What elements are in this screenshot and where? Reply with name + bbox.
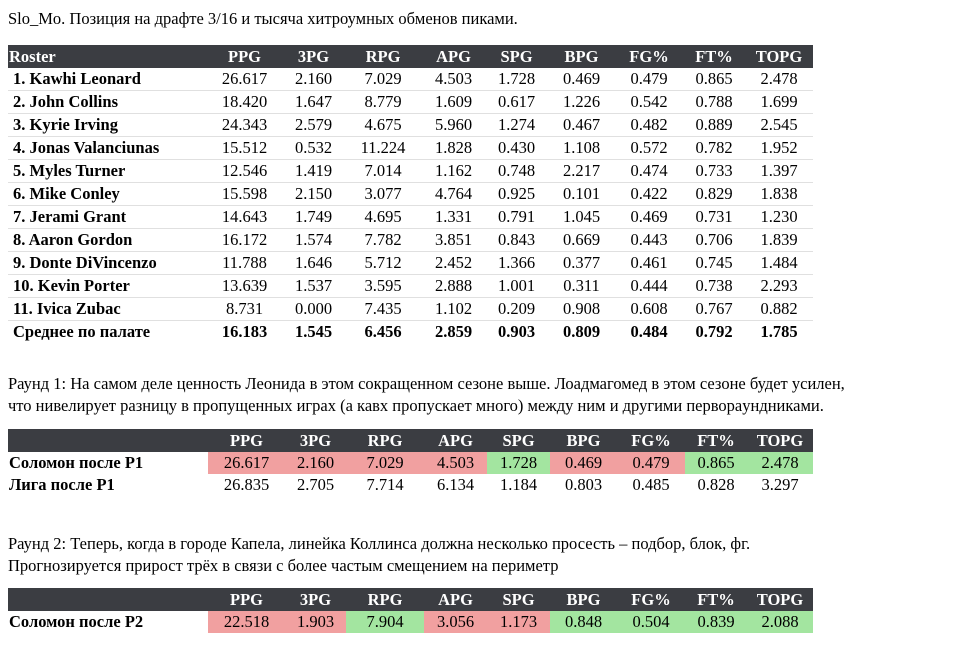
stat-cell-fgpct: 0.422 — [615, 183, 683, 206]
table-row — [8, 183, 813, 206]
stat-cell-spg: 1.366 — [485, 252, 548, 275]
stat-cell-spg: 1.173 — [487, 611, 550, 633]
average-cell-bpg: 0.809 — [562, 322, 601, 341]
average-cell-fgpct: 0.484 — [630, 322, 668, 341]
stat-cell-apg: 2.452 — [422, 252, 485, 275]
column-header-ftpct: FT% — [683, 45, 745, 68]
stat-cell-ppg: 8.731 — [206, 298, 283, 321]
stat-cell-3pg: 1.749 — [283, 206, 344, 229]
stat-cell-ftpct: 0.738 — [683, 275, 745, 298]
stat-cell-topg: 2.293 — [745, 275, 813, 298]
stat-cell-ftpct: 0.829 — [683, 183, 745, 206]
stat-cell-3pg: 0.000 — [283, 298, 344, 321]
table-row — [8, 206, 813, 229]
table-row — [8, 229, 813, 252]
stat-cell-rpg: 7.714 — [366, 475, 404, 494]
average-row — [8, 321, 813, 344]
stat-cell-rpg: 5.712 — [344, 252, 422, 275]
stat-cell-ftpct: 0.782 — [683, 137, 745, 160]
column-header-rpg: RPG — [346, 429, 424, 452]
table-row — [8, 137, 813, 160]
stat-cell-3pg: 1.647 — [283, 91, 344, 114]
stat-cell-3pg: 2.160 — [283, 68, 344, 91]
stat-cell-ppg: 11.788 — [206, 252, 283, 275]
column-header-ppg: PPG — [206, 45, 283, 68]
stat-cell-rpg: 7.782 — [344, 229, 422, 252]
column-header-bpg: BPG — [550, 588, 617, 611]
player-name: 4. Jonas Valanciunas — [8, 137, 206, 160]
stat-cell-fgpct: 0.608 — [615, 298, 683, 321]
stat-cell-spg: 0.843 — [485, 229, 548, 252]
stat-cell-topg: 3.297 — [761, 475, 799, 494]
row-label: Лига после Р1 — [9, 475, 115, 494]
round2-paragraph-line1: Раунд 2: Теперь, когда в городе Капела, линейка Коллинса должна несколько просесть – подбор, блок, фг. — [8, 534, 751, 553]
column-header-bpg: BPG — [548, 45, 615, 68]
stat-cell-bpg: 0.908 — [548, 298, 615, 321]
stat-cell-ppg: 12.546 — [206, 160, 283, 183]
stat-cell-bpg: 1.226 — [548, 91, 615, 114]
stat-cell-apg: 3.851 — [422, 229, 485, 252]
stat-cell-3pg: 2.705 — [296, 475, 335, 494]
column-header-3pg: 3PG — [283, 45, 344, 68]
column-header-ftpct: FT% — [685, 429, 747, 452]
row-label: Соломон после Р2 — [9, 612, 144, 631]
average-cell-3pg: 1.545 — [294, 322, 333, 341]
stat-cell-apg: 4.503 — [424, 452, 487, 474]
stat-cell-spg: 0.748 — [485, 160, 548, 183]
roster-table — [8, 45, 813, 343]
stat-cell-3pg: 2.579 — [283, 114, 344, 137]
stat-cell-spg: 0.617 — [485, 91, 548, 114]
stat-cell-3pg: 2.150 — [283, 183, 344, 206]
stat-cell-fgpct: 0.461 — [615, 252, 683, 275]
stat-cell-ppg: 18.420 — [206, 91, 283, 114]
stat-cell-3pg: 1.646 — [283, 252, 344, 275]
stat-cell-apg: 1.331 — [422, 206, 485, 229]
stat-cell-bpg: 0.469 — [548, 68, 615, 91]
stat-cell-apg: 5.960 — [422, 114, 485, 137]
stat-cell-bpg: 0.848 — [550, 611, 617, 633]
stat-cell-ftpct: 0.865 — [685, 452, 747, 474]
table-row — [8, 114, 813, 137]
round1-paragraph-line2: что нивелирует разницу в пропущенных играх (а кавх пропускает много) между ним и другими перворaундниками. — [8, 396, 824, 415]
document-title: Slo_Mo. Позиция на драфте 3/16 и тысяча хитроумных обменов пиками. — [8, 9, 518, 28]
stat-cell-topg: 2.478 — [745, 68, 813, 91]
stat-cell-ppg: 13.639 — [206, 275, 283, 298]
column-header-blank — [8, 429, 208, 452]
table-row — [8, 452, 813, 474]
stat-cell-ftpct: 0.889 — [683, 114, 745, 137]
stat-cell-topg: 2.478 — [747, 452, 813, 474]
stat-cell-spg: 0.925 — [485, 183, 548, 206]
stat-cell-ftpct: 0.706 — [683, 229, 745, 252]
stat-cell-rpg: 8.779 — [344, 91, 422, 114]
player-name: 3. Kyrie Irving — [8, 114, 206, 137]
stat-cell-ppg: 15.598 — [206, 183, 283, 206]
stat-cell-topg: 1.839 — [745, 229, 813, 252]
stat-cell-bpg: 0.377 — [548, 252, 615, 275]
round2-header-row — [8, 588, 813, 611]
row-label: Соломон после Р1 — [9, 453, 144, 472]
stat-cell-ftpct: 0.731 — [683, 206, 745, 229]
stat-cell-fgpct: 0.479 — [615, 68, 683, 91]
average-label: Среднее по палате — [13, 322, 151, 341]
stat-cell-topg: 1.838 — [745, 183, 813, 206]
stat-cell-fgpct: 0.474 — [615, 160, 683, 183]
column-header-3pg: 3PG — [285, 588, 346, 611]
stat-cell-ppg: 26.617 — [208, 452, 285, 474]
column-header-fgpct: FG% — [617, 588, 685, 611]
stat-cell-topg: 2.088 — [747, 611, 813, 633]
stat-cell-bpg: 0.469 — [550, 452, 617, 474]
stat-cell-topg: 0.882 — [745, 298, 813, 321]
stat-cell-ftpct: 0.788 — [683, 91, 745, 114]
stat-cell-bpg: 0.101 — [548, 183, 615, 206]
stat-cell-rpg: 3.077 — [344, 183, 422, 206]
stat-cell-spg: 0.791 — [485, 206, 548, 229]
column-header-spg: SPG — [485, 45, 548, 68]
stat-cell-bpg: 1.045 — [548, 206, 615, 229]
player-name: 5. Myles Turner — [8, 160, 206, 183]
stat-cell-ftpct: 0.767 — [683, 298, 745, 321]
stat-cell-fgpct: 0.572 — [615, 137, 683, 160]
round2-paragraph-line2: Прогнозируется прирост трёх в связи с более частым смещением на периметр — [8, 556, 559, 575]
stat-cell-ftpct: 0.839 — [685, 611, 747, 633]
stat-cell-apg: 1.162 — [422, 160, 485, 183]
stat-cell-ppg: 15.512 — [206, 137, 283, 160]
stat-cell-topg: 1.484 — [745, 252, 813, 275]
stat-cell-topg: 1.952 — [745, 137, 813, 160]
stat-cell-spg: 1.728 — [487, 452, 550, 474]
stat-cell-rpg: 7.904 — [346, 611, 424, 633]
average-cell-rpg: 6.456 — [364, 322, 402, 341]
table-row — [8, 298, 813, 321]
round1-header-row — [8, 429, 813, 452]
stat-cell-fgpct: 0.444 — [615, 275, 683, 298]
stat-cell-ppg: 22.518 — [208, 611, 285, 633]
stat-cell-ftpct: 0.745 — [683, 252, 745, 275]
stat-cell-ppg: 14.643 — [206, 206, 283, 229]
stat-cell-spg: 1.184 — [499, 475, 538, 494]
player-name: 6. Mike Conley — [8, 183, 206, 206]
roster-header-row — [8, 45, 813, 68]
stat-cell-fgpct: 0.469 — [615, 206, 683, 229]
column-header-topg: TOPG — [745, 45, 813, 68]
stat-cell-rpg: 4.675 — [344, 114, 422, 137]
stat-cell-bpg: 2.217 — [548, 160, 615, 183]
stat-cell-spg: 1.728 — [485, 68, 548, 91]
column-header-ppg: PPG — [208, 588, 285, 611]
column-header-roster: Roster — [8, 45, 206, 68]
player-name: 10. Kevin Porter — [8, 275, 206, 298]
stat-cell-apg: 1.609 — [422, 91, 485, 114]
stat-cell-apg: 6.134 — [436, 475, 475, 494]
stat-cell-fgpct: 0.542 — [615, 91, 683, 114]
column-header-3pg: 3PG — [285, 429, 346, 452]
stat-cell-rpg: 3.595 — [344, 275, 422, 298]
table-row — [8, 611, 813, 633]
average-cell-ppg: 16.183 — [221, 322, 268, 341]
stat-cell-fgpct: 0.504 — [617, 611, 685, 633]
stat-cell-ppg: 16.172 — [206, 229, 283, 252]
column-header-rpg: RPG — [344, 45, 422, 68]
stat-cell-rpg: 4.695 — [344, 206, 422, 229]
player-name: 9. Donte DiVincenzo — [8, 252, 206, 275]
table-row — [8, 68, 813, 91]
table-row — [8, 275, 813, 298]
stat-cell-spg: 0.209 — [485, 298, 548, 321]
column-header-spg: SPG — [487, 588, 550, 611]
column-header-fgpct: FG% — [615, 45, 683, 68]
player-name: 1. Kawhi Leonard — [8, 68, 206, 91]
player-name: 2. John Collins — [8, 91, 206, 114]
round2-table — [8, 588, 813, 633]
table-row — [8, 474, 813, 496]
table-row — [8, 91, 813, 114]
stat-cell-rpg: 7.014 — [344, 160, 422, 183]
stat-cell-ppg: 26.617 — [206, 68, 283, 91]
stat-cell-topg: 1.397 — [745, 160, 813, 183]
column-header-topg: TOPG — [747, 588, 813, 611]
average-cell-topg: 1.785 — [760, 322, 798, 341]
average-cell-ftpct: 0.792 — [695, 322, 733, 341]
stat-cell-fgpct: 0.482 — [615, 114, 683, 137]
stat-cell-spg: 1.001 — [485, 275, 548, 298]
stat-cell-topg: 1.699 — [745, 91, 813, 114]
stat-cell-3pg: 0.532 — [283, 137, 344, 160]
column-header-ppg: PPG — [208, 429, 285, 452]
column-header-apg: APG — [424, 429, 487, 452]
stat-cell-3pg: 1.903 — [285, 611, 346, 633]
stat-cell-bpg: 1.108 — [548, 137, 615, 160]
stat-cell-bpg: 0.467 — [548, 114, 615, 137]
stat-cell-rpg: 7.029 — [344, 68, 422, 91]
stat-cell-ppg: 26.835 — [223, 475, 270, 494]
column-header-rpg: RPG — [346, 588, 424, 611]
stat-cell-rpg: 11.224 — [344, 137, 422, 160]
stat-cell-rpg: 7.029 — [346, 452, 424, 474]
column-header-topg: TOPG — [747, 429, 813, 452]
stat-cell-topg: 2.545 — [745, 114, 813, 137]
average-cell-spg: 0.903 — [497, 322, 536, 341]
table-row — [8, 252, 813, 275]
round1-table — [8, 429, 813, 496]
stat-cell-3pg: 2.160 — [285, 452, 346, 474]
table-row — [8, 160, 813, 183]
stat-cell-topg: 1.230 — [745, 206, 813, 229]
player-name: 7. Jerami Grant — [8, 206, 206, 229]
stat-cell-ftpct: 0.828 — [697, 475, 735, 494]
round1-paragraph-line1: Раунд 1: На самом деле ценность Леонида в этом сокращенном сезоне выше. Лоадмагомед в этом сезоне будет усилен, — [8, 374, 845, 393]
stat-cell-bpg: 0.803 — [564, 475, 603, 494]
stat-cell-ftpct: 0.733 — [683, 160, 745, 183]
stat-cell-spg: 0.430 — [485, 137, 548, 160]
column-header-spg: SPG — [487, 429, 550, 452]
stat-cell-3pg: 1.537 — [283, 275, 344, 298]
column-header-fgpct: FG% — [617, 429, 685, 452]
stat-cell-3pg: 1.574 — [283, 229, 344, 252]
column-header-blank — [8, 588, 208, 611]
stat-cell-ftpct: 0.865 — [683, 68, 745, 91]
stat-cell-apg: 1.102 — [422, 298, 485, 321]
player-name: 11. Ivica Zubac — [8, 298, 206, 321]
column-header-ftpct: FT% — [685, 588, 747, 611]
stat-cell-spg: 1.274 — [485, 114, 548, 137]
stat-cell-fgpct: 0.443 — [615, 229, 683, 252]
stat-cell-apg: 4.764 — [422, 183, 485, 206]
stat-cell-fgpct: 0.479 — [617, 452, 685, 474]
column-header-bpg: BPG — [550, 429, 617, 452]
stat-cell-3pg: 1.419 — [283, 160, 344, 183]
stat-cell-bpg: 0.669 — [548, 229, 615, 252]
stat-cell-bpg: 0.311 — [548, 275, 615, 298]
stat-cell-apg: 2.888 — [422, 275, 485, 298]
player-name: 8. Aaron Gordon — [8, 229, 206, 252]
stat-cell-fgpct: 0.485 — [632, 475, 670, 494]
stat-cell-ppg: 24.343 — [206, 114, 283, 137]
stat-cell-apg: 3.056 — [424, 611, 487, 633]
stat-cell-apg: 1.828 — [422, 137, 485, 160]
column-header-apg: APG — [422, 45, 485, 68]
stat-cell-rpg: 7.435 — [344, 298, 422, 321]
stat-cell-apg: 4.503 — [422, 68, 485, 91]
average-cell-apg: 2.859 — [434, 322, 473, 341]
column-header-apg: APG — [424, 588, 487, 611]
